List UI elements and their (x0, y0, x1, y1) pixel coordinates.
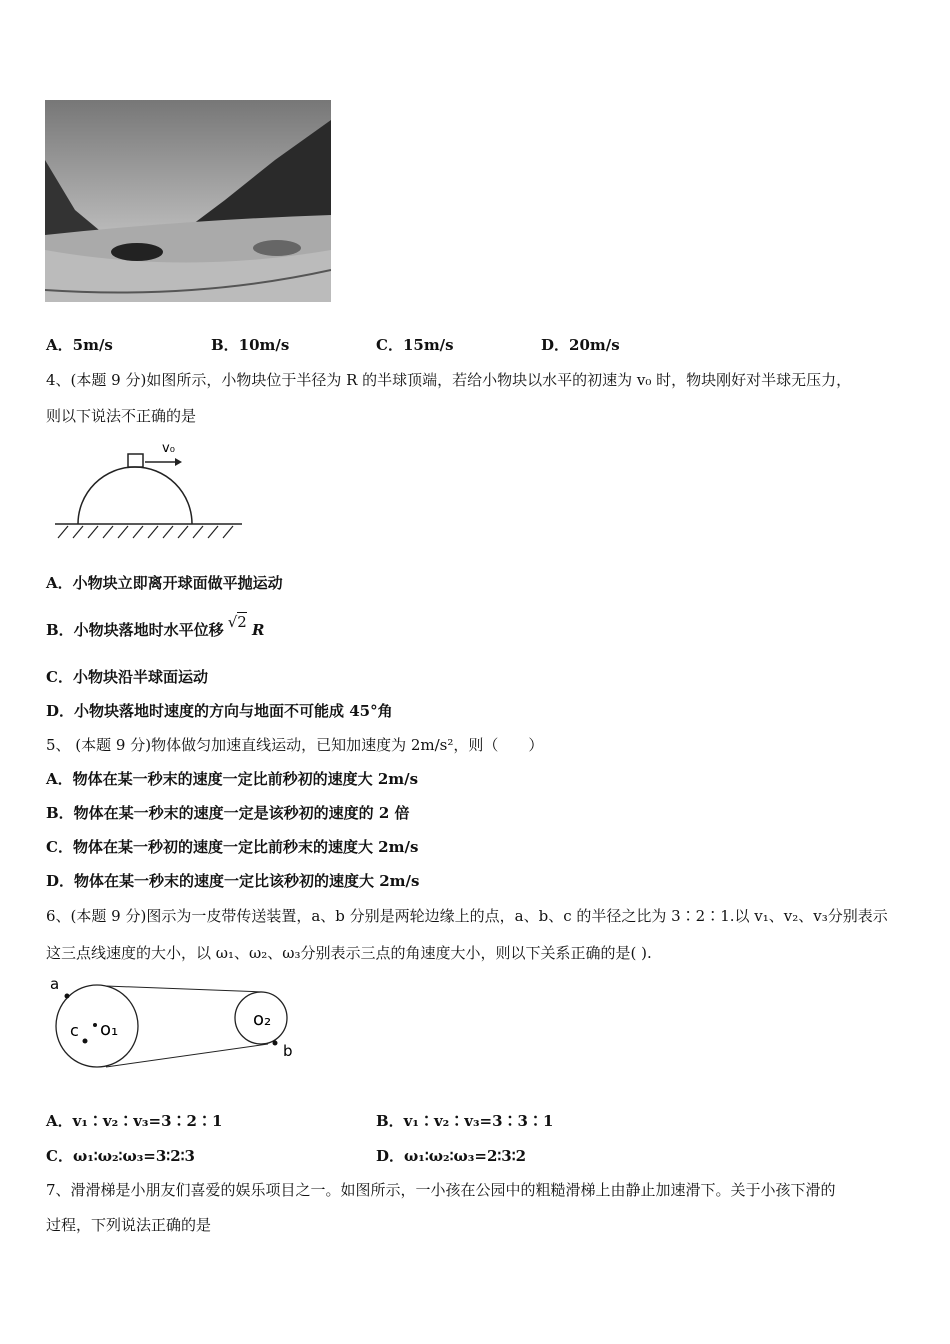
q4-option-c[interactable]: C．小物块沿半球面运动 (46, 668, 208, 686)
sqrt-radicand: 2 (237, 613, 247, 631)
q4-option-b-text: B．小物块落地时水平位移 (46, 621, 224, 639)
mountain-road-photo (45, 100, 331, 302)
q6-option-c[interactable]: C．ω₁∶ω₂∶ω₃=3∶2∶3 (46, 1147, 195, 1165)
q3-option-b[interactable]: B．10m/s (211, 336, 290, 354)
q4-option-d[interactable]: D．小物块落地时速度的方向与地面不可能成 45°角 (46, 702, 393, 720)
q7-stem-line2: 过程，下列说法正确的是 (46, 1216, 212, 1234)
q5-option-c[interactable]: C．物体在某一秒初的速度一定比前秒末的速度大 2m/s (46, 838, 419, 856)
q6-option-b[interactable]: B．v₁∶v₂∶v₃=3∶3∶1 (376, 1112, 554, 1130)
v0-label: v₀ (162, 441, 175, 456)
point-b-label: b (283, 1042, 293, 1060)
hemisphere-diagram (50, 440, 245, 545)
q4-stem-line2: 则以下说法不正确的是 (46, 407, 197, 425)
q4-option-b[interactable] (46, 613, 265, 640)
sqrt-symbol: √2 (227, 613, 247, 631)
q6-option-a[interactable]: A．v₁∶v₂∶v₃=3∶2∶1 (46, 1112, 223, 1130)
point-a-label: a (50, 975, 60, 993)
q7-stem-line1: 7、滑滑梯是小朋友们喜爱的娱乐项目之一。如图所示，一小孩在公园中的粗糙滑梯上由静止加速滑下。关于小孩下滑的 (46, 1181, 836, 1199)
q3-option-a[interactable]: A．5m/s (46, 336, 113, 354)
q5-stem: 5、 (本题 9 分)物体做匀加速直线运动，已知加速度为 2m/s²，则（ ） (46, 736, 544, 754)
belt-pulley-diagram (40, 970, 310, 1070)
o1-label: o₁ (100, 1019, 119, 1040)
q3-option-c[interactable]: C．15m/s (376, 336, 454, 354)
q4-option-a[interactable]: A．小物块立即离开球面做平抛运动 (46, 574, 283, 592)
q6-option-d[interactable]: D．ω₁∶ω₂∶ω₃=2∶3∶2 (376, 1147, 527, 1165)
q6-stem-line2: 这三点线速度的大小，以 ω₁、ω₂、ω₃分别表示三点的角速度大小，则以下关系正确的是( ). (46, 944, 652, 962)
o2-label: o₂ (253, 1009, 272, 1030)
q3-option-d[interactable]: D．20m/s (541, 336, 620, 354)
radius-symbol: R (252, 621, 265, 639)
q4-stem-line1: 4、(本题 9 分)如图所示，小物块位于半径为 R 的半球顶端，若给小物块以水平的初速为 v₀ 时，物块刚好对半球无压力， (46, 371, 852, 389)
q5-option-a[interactable]: A．物体在某一秒末的速度一定比前秒初的速度大 2m/s (46, 770, 419, 788)
q6-stem-line1: 6、(本题 9 分)图示为一皮带传送装置，a、b 分别是两轮边缘上的点，a、b、c 的半径之比为 3∶2∶1.以 v₁、v₂、v₃分别表示 (46, 907, 888, 925)
point-c-label: c (70, 1021, 79, 1040)
q5-option-b[interactable]: B．物体在某一秒末的速度一定是该秒初的速度的 2 倍 (46, 804, 410, 822)
q5-option-d[interactable]: D．物体在某一秒末的速度一定比该秒初的速度大 2m/s (46, 872, 420, 890)
